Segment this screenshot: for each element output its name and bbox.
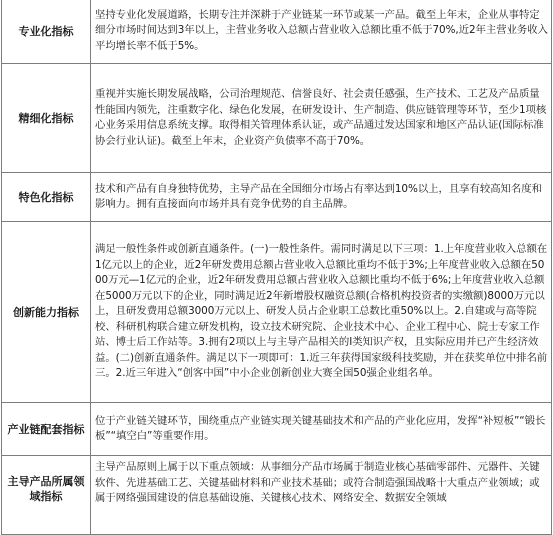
criteria-table	[1, 0, 552, 535]
row-label: 专业化指标	[2, 0, 91, 64]
row-label: 产业链配套指标	[2, 403, 91, 456]
row-content: 坚持专业化发展道路，长期专注并深耕于产业链某一环节或某一产品。截至上年末，企业从事特定细分市场时间达到3年以上，主营业务收入总额占营业收入总额比重不低于70%,近2年主营业务收入平均增长率不低于5%。	[91, 0, 552, 64]
row-content: 满足一般性条件或创新直通条件。(一)一般性条件。需同时满足以下三项：1.上年度营业收入总额在1亿元以上的企业，近2年研发费用总额占营业收入总额比重均不低于3%;上年度营业收入总额在5000万元—1亿元的企业，近2年研发费用总额占营业收入总额比重均不低于6%;上年度营业收入总额在5000万元以下的企业，同时满足近2年新增股权融资总额(合格机构投资者的实缴额)8000万元以上，且研发费用总额3000万元以上、研发人员占企业职工总数比重50%以上。2.自建或与高等院校、科研机构联合建立研发机构，设立技术研究院、企业技术中心、企业工程中心、院士专家工作站、博士后工作站等。3.拥有2项以上与主导产品相关的Ⅰ类知识产权，且实际应用并已产生经济效益。(二)创新直通条件。满足以下一项即可：1.近三年获得国家级科技奖励，并在获奖单位中排名前三。2.近三年进入“创客中国”中小企业创新创业大赛全国50强企业组名单。	[91, 222, 552, 403]
table-row	[2, 173, 552, 222]
row-label: 创新能力指标	[2, 222, 91, 403]
row-content: 位于产业链关键环节，围绕重点产业链实现关键基础技术和产品的产业化应用，发挥“补短板”“锻长板”“填空白”等重要作用。	[91, 403, 552, 456]
row-content: 主导产品原则上属于以下重点领域：从事细分产品市场属于制造业核心基础零部件、元器件、关键软件、先进基础工艺、关键基础材料和产业技术基础；或符合制造强国战略十大重点产业领域；或属于网络强国建设的信息基础设施、关键核心技术、网络安全、数据安全领域	[91, 456, 552, 535]
row-label: 主导产品所属领域指标	[2, 456, 91, 535]
row-label: 特色化指标	[2, 173, 91, 222]
table-row	[2, 403, 552, 456]
table-row	[2, 0, 552, 64]
table-row	[2, 456, 552, 535]
table-row	[2, 222, 552, 403]
row-content: 重视并实施长期发展战略，公司治理规范、信誉良好、社会责任感强，生产技术、工艺及产品质量性能国内领先，注重数字化、绿色化发展，在研发设计、生产制造、供应链管理等环节，至少1项核心业务采用信息系统支撑。取得相关管理体系认证，或产品通过发达国家和地区产品认证(国际标准协会行业认证)。截至上年末，企业资产负债率不高于70%。	[91, 64, 552, 173]
table-row	[2, 64, 552, 173]
row-content: 技术和产品有自身独特优势，主导产品在全国细分市场占有率达到10%以上，且享有较高知名度和影响力。拥有直接面向市场并具有竞争优势的自主品牌。	[91, 173, 552, 222]
row-label: 精细化指标	[2, 64, 91, 173]
